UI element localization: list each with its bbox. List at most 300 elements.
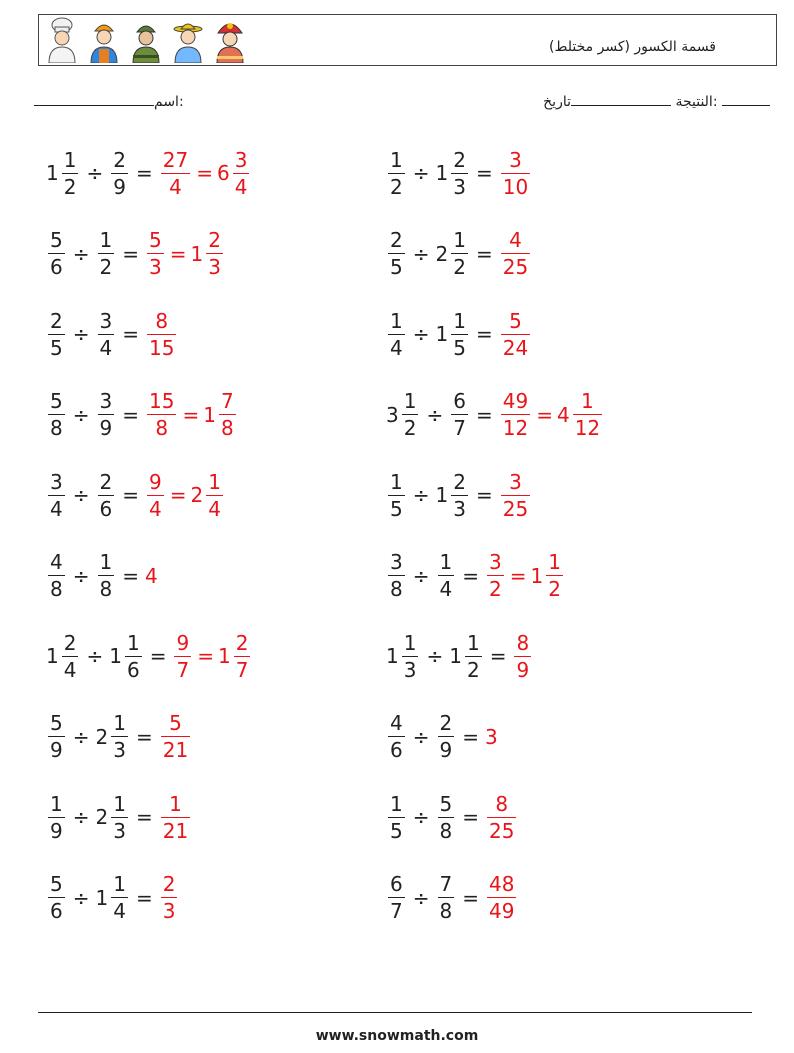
numerator: 49 bbox=[502, 389, 529, 413]
fraction-bar bbox=[48, 817, 65, 818]
numerator: 2 bbox=[235, 630, 249, 655]
denominator: 2 bbox=[390, 174, 403, 199]
divide-sign: ÷ bbox=[412, 483, 430, 507]
numerator: 5 bbox=[509, 308, 522, 333]
dividend bbox=[46, 793, 67, 842]
fraction bbox=[98, 390, 115, 439]
fraction-bar bbox=[206, 253, 223, 254]
whole-number: 2 bbox=[95, 724, 109, 749]
numerator: 1 bbox=[390, 147, 403, 172]
avatar-row bbox=[45, 17, 247, 63]
fraction bbox=[161, 149, 190, 198]
answer-fraction bbox=[485, 873, 518, 922]
fraction bbox=[402, 632, 419, 681]
whole-number: 1 bbox=[95, 885, 109, 910]
divisor bbox=[449, 632, 483, 681]
fraction bbox=[388, 793, 405, 842]
fraction-bar bbox=[501, 253, 530, 254]
fraction-bar bbox=[48, 253, 65, 254]
fraction bbox=[48, 390, 65, 439]
divide-sign: ÷ bbox=[72, 322, 90, 346]
equals-sign: = bbox=[122, 402, 139, 427]
whole-number: 1 bbox=[530, 563, 544, 588]
answer-fraction bbox=[145, 471, 166, 520]
numerator: 3 bbox=[99, 308, 113, 333]
denominator: 9 bbox=[113, 174, 126, 199]
numerator: 6 bbox=[390, 872, 403, 896]
fraction bbox=[573, 390, 602, 439]
answer-equals-sign: = bbox=[196, 161, 213, 185]
answer bbox=[485, 725, 498, 749]
fraction-bar bbox=[438, 575, 455, 576]
denominator: 10 bbox=[502, 174, 529, 199]
divide-sign: ÷ bbox=[72, 402, 90, 427]
denominator: 3 bbox=[453, 496, 466, 521]
divisor bbox=[436, 471, 470, 520]
numerator: 15 bbox=[149, 389, 175, 413]
worker-avatar-icon bbox=[87, 17, 121, 63]
numerator: 6 bbox=[453, 389, 466, 413]
whole-number: 2 bbox=[95, 805, 109, 829]
numerator: 4 bbox=[390, 711, 403, 735]
divisor bbox=[96, 229, 117, 278]
whole-number: 1 bbox=[46, 161, 59, 185]
whole-number: 1 bbox=[109, 644, 122, 668]
divide-sign: ÷ bbox=[86, 161, 104, 185]
equals-sign: = bbox=[149, 644, 167, 668]
fraction-bar bbox=[451, 495, 468, 496]
fraction-bar bbox=[388, 173, 405, 174]
divisor bbox=[436, 229, 470, 278]
equals-sign: = bbox=[462, 885, 479, 910]
fraction bbox=[161, 712, 190, 761]
denominator: 25 bbox=[502, 255, 529, 279]
fraction bbox=[48, 793, 65, 842]
denominator: 7 bbox=[176, 657, 190, 682]
answer-mixed-number bbox=[218, 632, 252, 681]
fraction-bar bbox=[501, 173, 530, 174]
fraction-bar bbox=[48, 575, 65, 576]
numerator: 1 bbox=[169, 791, 182, 816]
dividend bbox=[386, 793, 407, 842]
equals-sign: = bbox=[135, 161, 153, 185]
problem-item bbox=[46, 707, 192, 767]
fraction-bar bbox=[62, 656, 79, 657]
problem-item bbox=[46, 224, 225, 284]
answer-fraction bbox=[145, 229, 166, 278]
numerator: 1 bbox=[439, 550, 453, 574]
dividend bbox=[46, 551, 67, 600]
whole-number: 1 bbox=[203, 402, 216, 427]
answer bbox=[159, 149, 252, 198]
fraction-bar bbox=[501, 414, 530, 415]
denominator: 8 bbox=[439, 899, 453, 923]
problem-item bbox=[386, 385, 604, 445]
denominator: 8 bbox=[220, 416, 234, 440]
whole-number: 1 bbox=[190, 241, 204, 266]
numerator: 5 bbox=[169, 711, 182, 735]
soldier-avatar-icon bbox=[129, 17, 163, 63]
answer bbox=[485, 551, 565, 600]
denominator: 6 bbox=[50, 255, 63, 279]
fraction bbox=[125, 632, 142, 681]
whole-number: 4 bbox=[556, 402, 570, 427]
fraction bbox=[402, 390, 419, 439]
problem-item bbox=[46, 465, 225, 525]
whole-number: 1 bbox=[435, 483, 449, 507]
fraction-bar bbox=[147, 495, 164, 496]
answer bbox=[145, 471, 225, 520]
answer bbox=[159, 712, 192, 761]
denominator: 3 bbox=[149, 255, 162, 279]
answer bbox=[145, 390, 238, 439]
fraction bbox=[501, 149, 530, 198]
problem-item bbox=[46, 143, 251, 203]
problem-item bbox=[386, 465, 532, 525]
problem-item bbox=[386, 304, 532, 364]
denominator: 3 bbox=[162, 899, 176, 923]
equals-sign: = bbox=[135, 805, 153, 829]
answer-fraction bbox=[145, 310, 178, 359]
denominator: 4 bbox=[50, 496, 63, 521]
fraction-bar bbox=[219, 414, 236, 415]
fraction-bar bbox=[147, 414, 176, 415]
denominator: 24 bbox=[502, 335, 529, 360]
answer bbox=[145, 229, 225, 278]
numerator: 1 bbox=[113, 872, 126, 896]
answer-fraction bbox=[485, 793, 518, 842]
equals-sign: = bbox=[489, 644, 507, 668]
fraction bbox=[487, 551, 504, 600]
equals-sign: = bbox=[462, 563, 479, 588]
answer-fraction bbox=[159, 149, 192, 198]
answer-mixed-number bbox=[191, 229, 225, 278]
fraction bbox=[147, 229, 164, 278]
numerator: 2 bbox=[162, 872, 176, 896]
date-blank[interactable] bbox=[722, 93, 770, 106]
denominator: 8 bbox=[50, 416, 63, 440]
answer-fraction bbox=[145, 390, 178, 439]
fraction-bar bbox=[388, 495, 405, 496]
fraction-bar bbox=[451, 173, 468, 174]
problem-item bbox=[386, 787, 518, 847]
divide-sign: ÷ bbox=[412, 805, 430, 829]
fraction bbox=[388, 471, 405, 520]
fraction-bar bbox=[546, 575, 563, 576]
numerator: 1 bbox=[63, 147, 77, 172]
denominator: 12 bbox=[502, 416, 529, 440]
answer-equals-sign: = bbox=[197, 644, 214, 668]
denominator: 4 bbox=[113, 899, 126, 923]
dividend bbox=[46, 229, 67, 278]
denominator: 5 bbox=[390, 255, 403, 279]
denominator: 4 bbox=[439, 577, 453, 601]
denominator: 21 bbox=[162, 738, 189, 762]
fraction-bar bbox=[161, 173, 190, 174]
firefighter-avatar-icon bbox=[213, 17, 247, 63]
whole-number: 3 bbox=[386, 402, 399, 427]
numerator: 2 bbox=[99, 469, 113, 494]
denominator: 6 bbox=[390, 738, 403, 762]
numerator: 1 bbox=[390, 791, 403, 816]
fraction bbox=[111, 873, 128, 922]
fraction-bar bbox=[111, 173, 128, 174]
fraction bbox=[451, 149, 468, 198]
fraction-bar bbox=[98, 495, 115, 496]
numerator: 7 bbox=[439, 872, 453, 896]
denominator: 2 bbox=[63, 174, 77, 199]
fraction bbox=[161, 793, 190, 842]
numerator: 5 bbox=[50, 389, 63, 413]
dividend bbox=[386, 310, 407, 359]
numerator: 9 bbox=[176, 630, 190, 655]
fraction bbox=[48, 712, 65, 761]
fraction bbox=[174, 632, 191, 681]
denominator: 9 bbox=[50, 738, 63, 762]
divisor bbox=[436, 873, 457, 922]
divisor bbox=[96, 551, 117, 600]
fraction bbox=[111, 149, 128, 198]
answer-mixed-number bbox=[531, 551, 565, 600]
numerator: 1 bbox=[113, 791, 126, 816]
numerator: 2 bbox=[390, 228, 403, 252]
equals-sign: = bbox=[122, 563, 139, 588]
fraction-bar bbox=[388, 575, 405, 576]
denominator: 4 bbox=[208, 496, 221, 521]
divisor bbox=[96, 310, 117, 359]
dividend bbox=[386, 712, 407, 761]
numerator: 8 bbox=[516, 630, 530, 655]
fraction-bar bbox=[388, 253, 405, 254]
fraction-bar bbox=[501, 495, 530, 496]
denominator: 9 bbox=[439, 738, 453, 762]
answer-fraction bbox=[512, 632, 533, 681]
dividend bbox=[386, 229, 407, 278]
fraction-bar bbox=[48, 495, 65, 496]
fraction-bar bbox=[438, 817, 455, 818]
numerator: 5 bbox=[50, 711, 63, 735]
denominator: 3 bbox=[208, 255, 221, 279]
denominator: 15 bbox=[149, 335, 175, 360]
fraction-bar bbox=[451, 334, 468, 335]
numerator: 1 bbox=[390, 469, 403, 494]
fraction-bar bbox=[388, 897, 405, 898]
answer bbox=[499, 390, 604, 439]
divide-sign: ÷ bbox=[72, 563, 90, 588]
problem-item bbox=[46, 385, 238, 445]
fraction-bar bbox=[62, 173, 79, 174]
fraction-bar bbox=[514, 656, 531, 657]
fraction bbox=[48, 229, 65, 278]
answer bbox=[499, 471, 532, 520]
fraction-bar bbox=[388, 334, 405, 335]
denominator: 8 bbox=[99, 577, 113, 601]
name-field bbox=[34, 93, 184, 110]
divisor bbox=[109, 632, 143, 681]
denominator: 4 bbox=[234, 174, 248, 199]
divisor bbox=[96, 873, 130, 922]
fraction bbox=[501, 390, 530, 439]
denominator: 4 bbox=[390, 335, 403, 360]
answer-integer: 3 bbox=[485, 724, 498, 749]
problem-item bbox=[386, 868, 518, 928]
fraction bbox=[388, 149, 405, 198]
fraction-bar bbox=[98, 253, 115, 254]
answer-fraction bbox=[159, 712, 192, 761]
numerator: 3 bbox=[489, 550, 502, 574]
divisor bbox=[109, 149, 130, 198]
fraction bbox=[48, 551, 65, 600]
fraction bbox=[147, 390, 176, 439]
date-score-field bbox=[543, 93, 770, 110]
divide-sign: ÷ bbox=[72, 805, 90, 829]
denominator: 4 bbox=[63, 657, 77, 682]
dividend bbox=[386, 390, 420, 439]
answer bbox=[499, 310, 532, 359]
problem-item bbox=[386, 143, 532, 203]
fraction bbox=[501, 310, 530, 359]
fraction-bar bbox=[98, 575, 115, 576]
numerator: 5 bbox=[149, 228, 162, 252]
fraction-bar bbox=[487, 575, 504, 576]
numerator: 1 bbox=[403, 389, 417, 413]
numerator: 8 bbox=[495, 791, 509, 816]
fraction bbox=[388, 229, 405, 278]
denominator: 5 bbox=[390, 496, 403, 521]
fraction bbox=[451, 390, 468, 439]
fraction-bar bbox=[233, 173, 250, 174]
fraction bbox=[438, 551, 455, 600]
divisor bbox=[436, 310, 470, 359]
farmer-avatar-icon bbox=[171, 17, 205, 63]
numerator: 1 bbox=[466, 630, 480, 655]
fraction bbox=[62, 632, 79, 681]
numerator: 1 bbox=[99, 550, 113, 574]
equals-sign: = bbox=[475, 241, 493, 266]
name-blank[interactable] bbox=[34, 93, 154, 106]
fraction-bar bbox=[234, 656, 251, 657]
fraction bbox=[111, 793, 128, 842]
answer bbox=[172, 632, 252, 681]
denominator: 12 bbox=[574, 416, 601, 440]
denominator: 9 bbox=[99, 416, 113, 440]
numerator: 2 bbox=[453, 147, 466, 172]
denominator: 5 bbox=[390, 818, 403, 843]
denominator: 7 bbox=[235, 657, 249, 682]
whole-number: 1 bbox=[386, 644, 399, 668]
answer-fraction bbox=[159, 793, 192, 842]
denominator: 2 bbox=[453, 255, 466, 279]
score-label: النتيجة bbox=[675, 94, 713, 110]
fraction bbox=[438, 793, 455, 842]
numerator: 1 bbox=[99, 228, 113, 252]
dividend bbox=[46, 390, 67, 439]
divide-sign: ÷ bbox=[412, 241, 430, 266]
fraction-bar bbox=[465, 656, 482, 657]
denominator: 7 bbox=[390, 899, 403, 923]
fraction bbox=[451, 229, 468, 278]
denominator: 5 bbox=[453, 335, 466, 360]
equals-sign: = bbox=[475, 483, 493, 507]
fraction bbox=[501, 229, 530, 278]
problem-item bbox=[46, 868, 179, 928]
denominator: 9 bbox=[516, 657, 530, 682]
fraction-bar bbox=[147, 334, 176, 335]
answer-mixed-number bbox=[191, 471, 225, 520]
denominator: 7 bbox=[453, 416, 466, 440]
fraction bbox=[388, 551, 405, 600]
fraction-bar bbox=[402, 656, 419, 657]
fraction bbox=[147, 471, 164, 520]
numerator: 5 bbox=[50, 872, 63, 896]
answer-fraction bbox=[499, 471, 532, 520]
fraction bbox=[48, 471, 65, 520]
fraction-bar bbox=[48, 334, 65, 335]
answer-fraction bbox=[159, 873, 180, 922]
denominator: 2 bbox=[403, 416, 417, 440]
denominator: 3 bbox=[403, 657, 417, 682]
denominator: 25 bbox=[489, 818, 515, 843]
numerator: 27 bbox=[162, 147, 189, 172]
fraction bbox=[388, 310, 405, 359]
divide-sign: ÷ bbox=[72, 483, 90, 507]
dividend bbox=[46, 712, 67, 761]
numerator: 3 bbox=[509, 147, 522, 172]
numerator: 9 bbox=[149, 469, 162, 494]
score-blank[interactable] bbox=[571, 93, 671, 106]
whole-number: 1 bbox=[46, 644, 59, 668]
fraction-bar bbox=[174, 656, 191, 657]
dividend bbox=[46, 632, 80, 681]
footer-site: www.snowmath.com bbox=[315, 1028, 479, 1044]
fraction bbox=[438, 873, 455, 922]
numerator: 5 bbox=[439, 791, 453, 816]
denominator: 25 bbox=[502, 496, 529, 521]
fraction bbox=[206, 471, 223, 520]
fraction-bar bbox=[402, 414, 419, 415]
answer bbox=[159, 793, 192, 842]
fraction bbox=[111, 712, 128, 761]
fraction-bar bbox=[573, 414, 602, 415]
divisor bbox=[436, 551, 457, 600]
dividend bbox=[46, 873, 67, 922]
divisor bbox=[449, 390, 470, 439]
denominator: 6 bbox=[126, 657, 140, 682]
answer-equals-sign: = bbox=[169, 241, 187, 266]
fraction bbox=[206, 229, 223, 278]
divisor bbox=[436, 793, 457, 842]
fraction-bar bbox=[438, 736, 455, 737]
answer-fraction bbox=[499, 149, 532, 198]
answer-equals-sign: = bbox=[509, 563, 527, 588]
date-label: تاريخ: bbox=[543, 94, 718, 110]
problem-item bbox=[386, 707, 498, 767]
denominator: 8 bbox=[439, 818, 453, 843]
equals-sign: = bbox=[462, 724, 479, 749]
worksheet-title: (قسمة الكسور (كسر مختلط bbox=[549, 39, 716, 55]
fraction bbox=[388, 712, 405, 761]
numerator: 3 bbox=[99, 389, 113, 413]
dividend bbox=[386, 873, 407, 922]
divide-sign: ÷ bbox=[72, 885, 90, 910]
problem-item bbox=[46, 546, 158, 606]
denominator: 5 bbox=[50, 335, 63, 360]
dividend bbox=[386, 551, 407, 600]
answer-mixed-number bbox=[203, 390, 237, 439]
denominator: 3 bbox=[113, 738, 126, 762]
fraction-bar bbox=[451, 253, 468, 254]
denominator: 49 bbox=[489, 899, 515, 923]
